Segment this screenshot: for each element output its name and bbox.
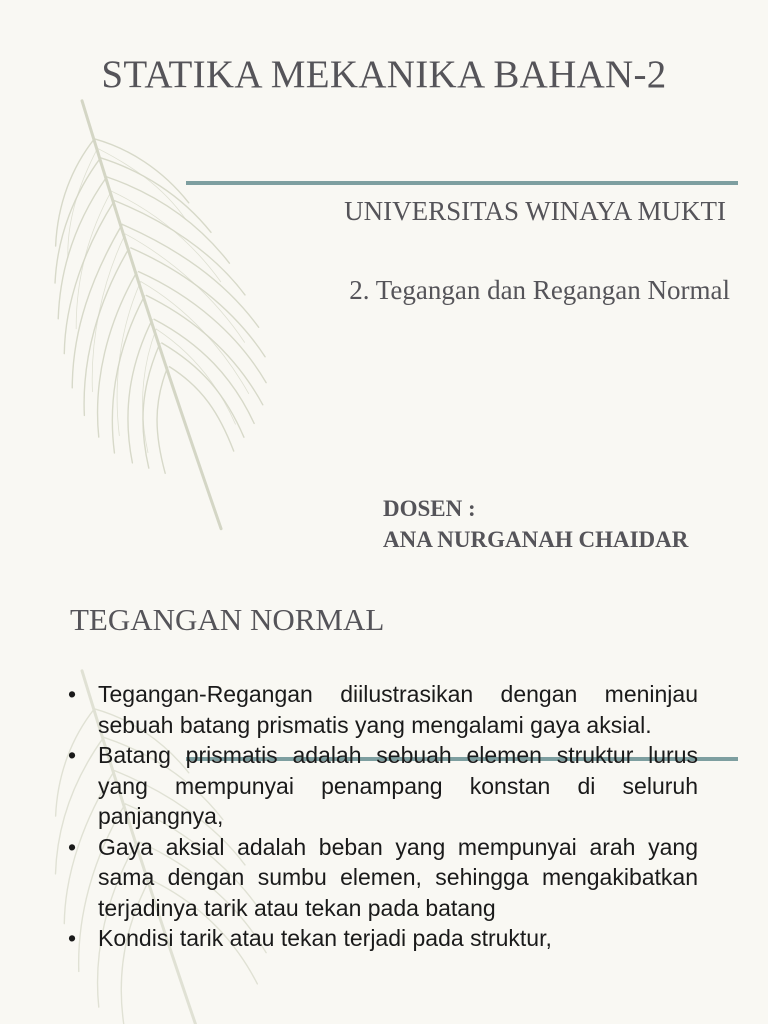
bullet-icon: • [68,742,77,768]
bullet-icon: • [68,833,77,860]
content-slide [0,580,768,1024]
bullet-text: Tegangan-Regangan diilustrasikan dengan meninjau sebuah batang prismatis yang mengalami gaya aksial. [98,681,698,738]
list-item [68,740,698,832]
section-heading: TEGANGAN NORMAL [70,602,385,637]
feather-decoration [0,70,300,550]
lecturer-name: ANA NURGANAH CHAIDAR [383,527,689,552]
list-item [68,679,698,740]
list-item [68,832,698,924]
topic-subtitle: 2. Tegangan dan Regangan Normal [349,275,730,305]
bullet-icon: • [68,925,77,951]
presentation-title: STATIKA MEKANIKA BAHAN-2 [101,53,667,96]
list-item [68,923,698,954]
bullet-text: Kondisi tarik atau tekan terjadi pada struktur, [98,925,552,951]
bullet-icon: • [68,681,77,707]
bullet-list [68,679,698,954]
university-name: UNIVERSITAS WINAYA MUKTI [344,196,726,226]
lecturer-block [383,493,688,555]
bullet-text: Gaya aksial adalah beban yang mempunyai arah yang sama dengan sumbu elemen, sehingga mengakibatkan terjadinya tarik atau tekan pada batang [98,833,698,921]
lecturer-label: DOSEN : [383,496,476,521]
bullet-text: Batang prismatis adalah sebuah elemen struktur lurus yang mempunyai penampang konstan di seluruh panjangnya, [98,742,698,829]
title-divider [186,181,738,185]
